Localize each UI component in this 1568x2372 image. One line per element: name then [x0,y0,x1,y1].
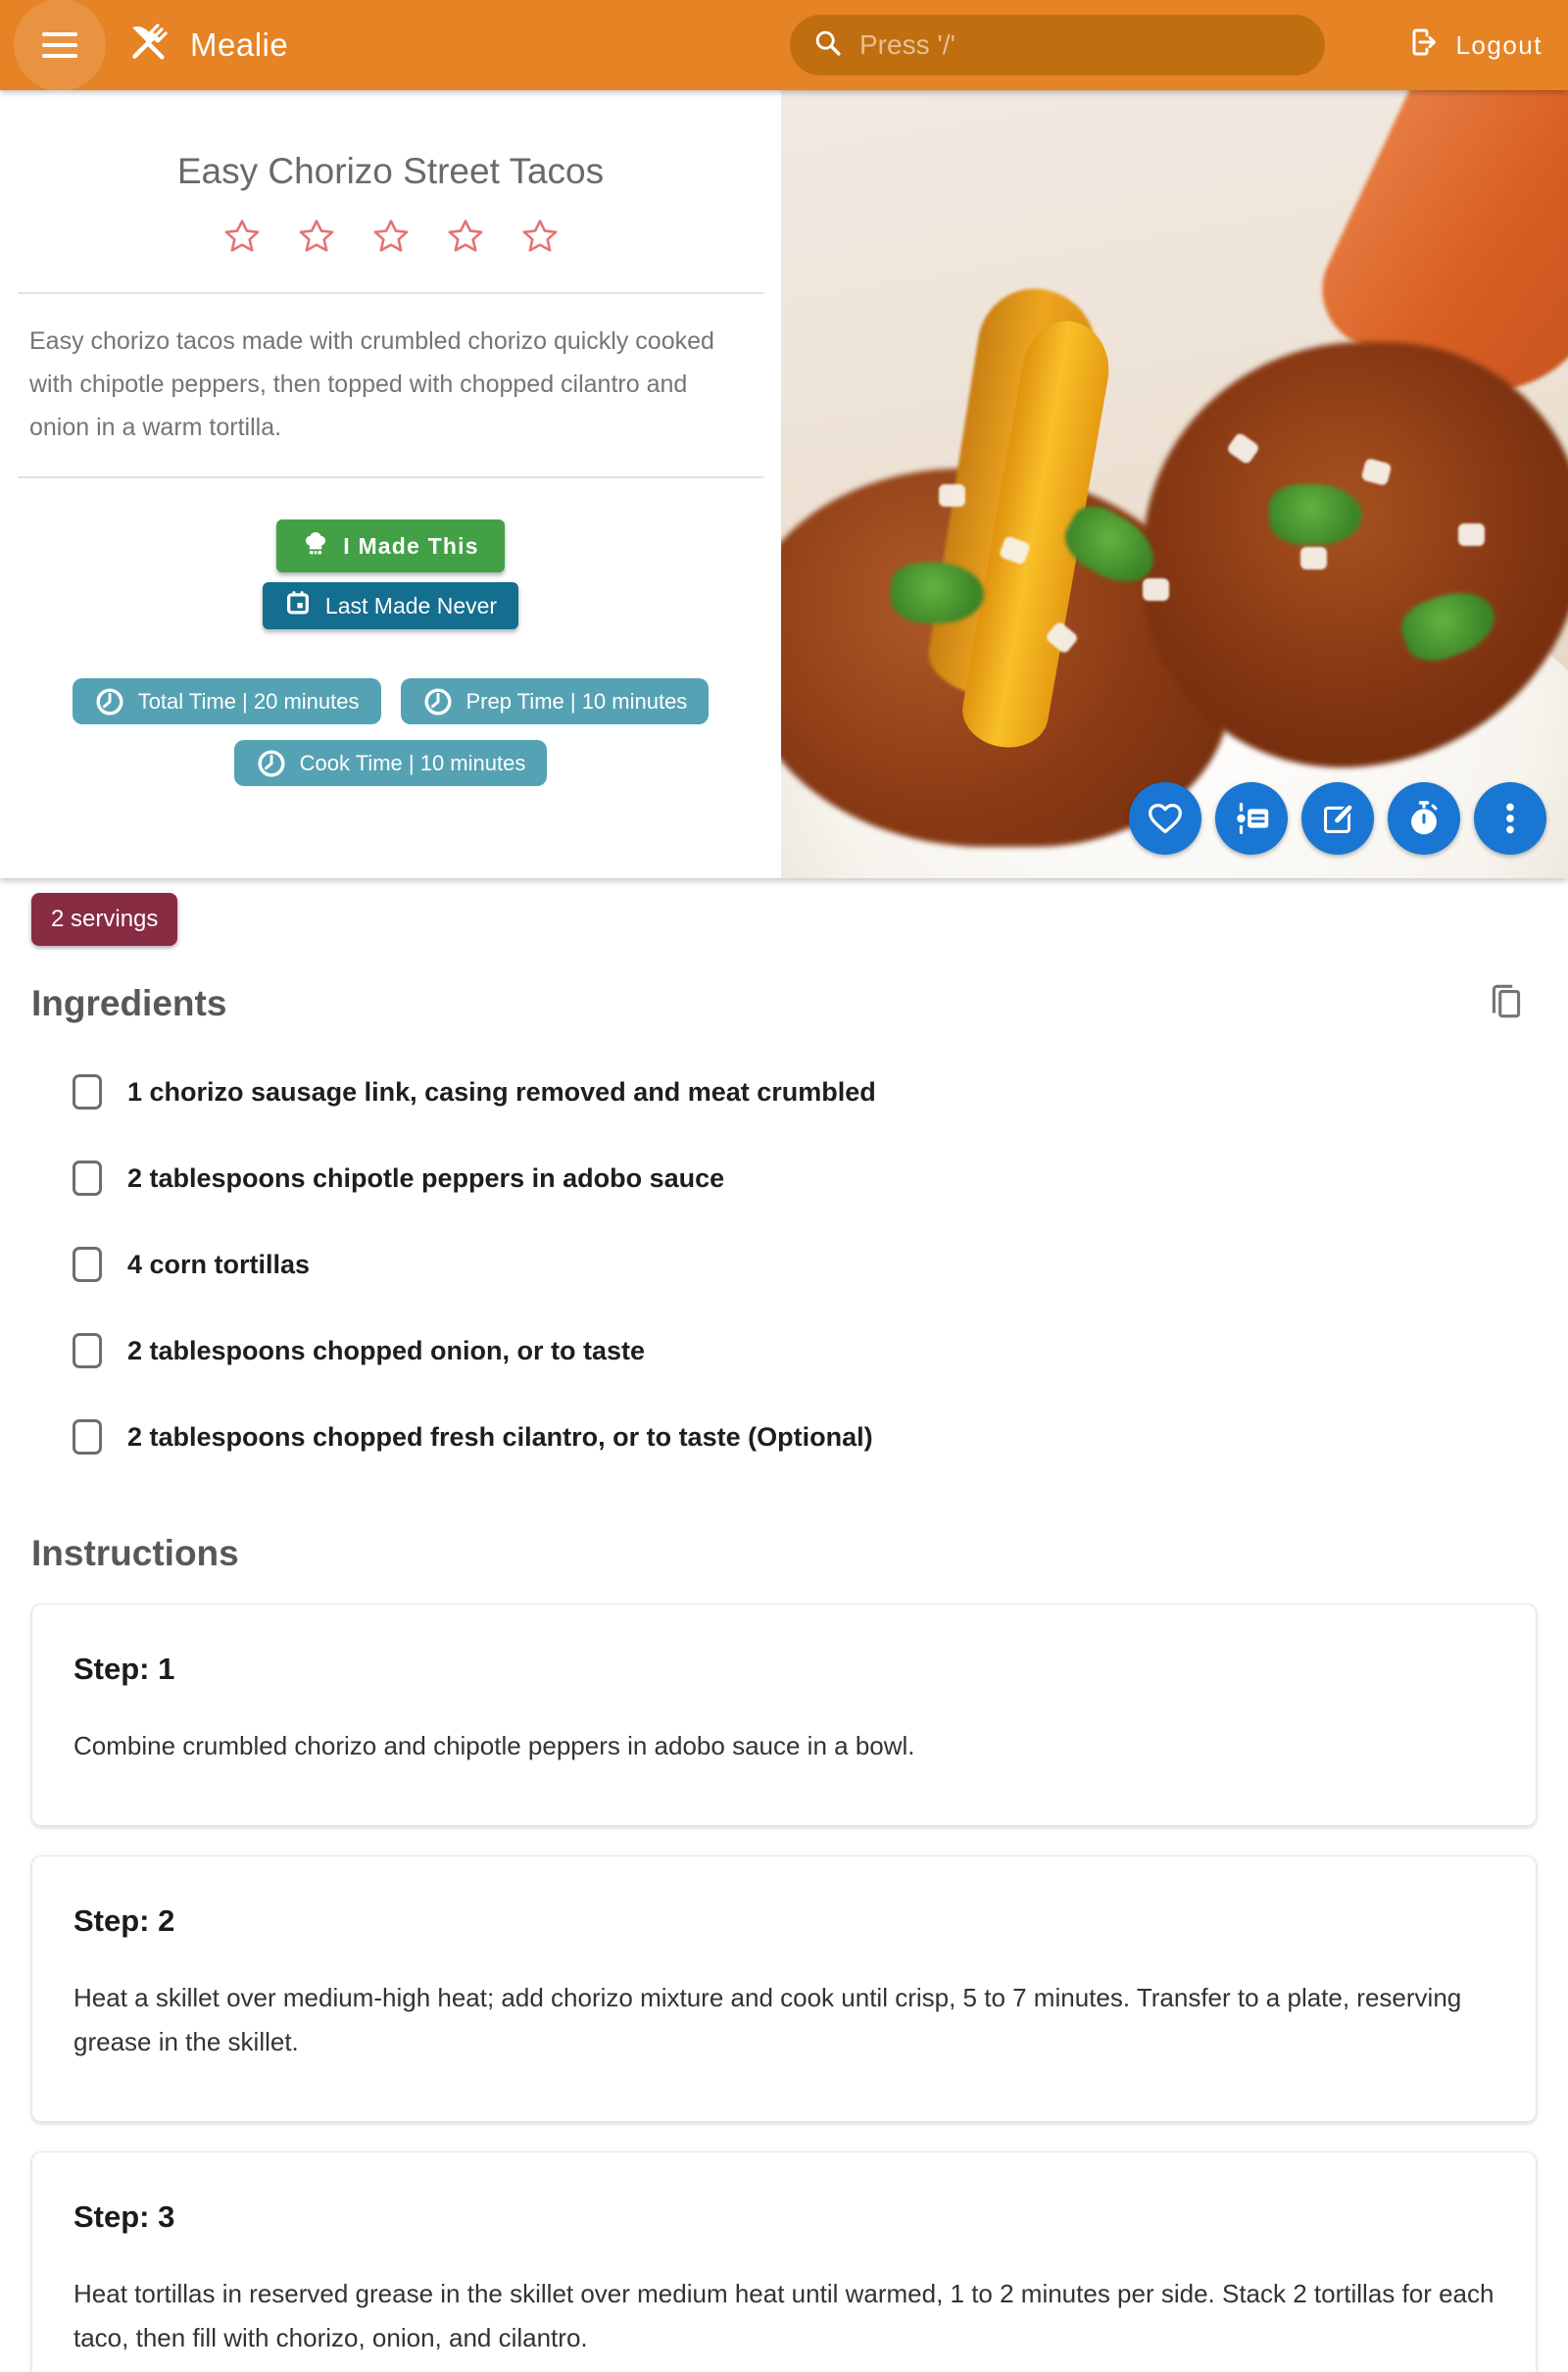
edit-icon [1315,796,1360,841]
dots-vertical-icon [1488,796,1533,841]
ingredient-checkbox[interactable] [73,1333,102,1368]
copy-icon [1484,979,1529,1024]
ingredient-row[interactable]: 4 corn tortillas [73,1221,1537,1308]
star-icon[interactable] [296,216,337,257]
step-card[interactable] [31,1604,1537,1826]
recipe-photo [781,90,1568,878]
recipe-action-buttons [1129,782,1546,855]
favorite-button[interactable] [1129,782,1201,855]
heart-icon [1143,796,1188,841]
recipe-description: Easy chorizo tacos made with crumbled chorizo quickly cooked with chipotle peppers, then topped with chopped cilantro and onion in a warm tortilla. [29,327,714,441]
star-icon[interactable] [519,216,561,257]
page-title: Easy Chorizo Street Tacos [176,151,605,191]
instructions-heading: Instructions [31,1533,239,1573]
recipe-summary-panel [0,90,781,878]
ingredient-row[interactable]: 2 tablespoons chipotle peppers in adobo sauce [73,1135,1537,1221]
ingredient-row[interactable]: 2 tablespoons chopped fresh cilantro, or to taste (Optional) [73,1394,1537,1480]
star-icon[interactable] [445,216,486,257]
logout-button[interactable] [1406,0,1543,90]
timeline-icon [1229,796,1274,841]
divider [18,292,763,294]
ingredient-checkbox[interactable] [73,1074,102,1110]
menu-button[interactable] [14,0,106,91]
cook-time-chip: Cook Time | 10 minutes [234,740,548,786]
timeline-button[interactable] [1215,782,1288,855]
star-icon[interactable] [221,216,263,257]
search-placeholder: Press '/' [859,29,956,60]
recipe-card [0,90,1568,878]
recipe-body [0,878,1568,2372]
copy-ingredients-button[interactable] [1484,979,1529,1027]
ingredient-row[interactable]: 2 tablespoons chopped onion, or to taste [73,1308,1537,1394]
clock-icon [94,686,125,717]
timer-button[interactable] [1388,782,1460,855]
prep-time-chip: Prep Time | 10 minutes [401,678,710,724]
clock-icon [422,686,454,717]
logout-label: Logout [1455,29,1543,60]
ingredient-list [31,1049,1537,1480]
last-made-button[interactable] [263,582,518,629]
rating-stars [0,216,781,257]
app-title: Mealie [190,26,289,63]
search-icon [811,26,845,65]
step-title: Step: 3 [74,2199,175,2234]
chef-hat-icon [302,529,329,563]
step-text: Heat a skillet over medium-high heat; add chorizo mixture and cook until crisp, 5 to 7 minutes. Transfer to a plate, reserving grease in the skillet. [74,1983,1462,2056]
hamburger-icon [42,32,77,36]
stopwatch-icon [1401,796,1446,841]
calendar-icon [284,589,312,622]
ingredient-checkbox[interactable] [73,1161,102,1196]
clock-icon [256,748,287,779]
photo-chorizo [1143,342,1568,767]
step-text: Combine crumbled chorizo and chipotle peppers in adobo sauce in a bowl. [74,1731,915,1760]
step-text: Heat tortillas in reserved grease in the skillet over medium heat until warmed, 1 to 2 minutes per side. Stack 2 tortillas for each taco, then fill with chorizo, onion, and cilantro. [74,2279,1494,2352]
more-menu-button[interactable] [1474,782,1546,855]
divider [18,476,763,478]
edit-button[interactable] [1301,782,1374,855]
ingredient-row[interactable]: 1 chorizo sausage link, casing removed and meat crumbled [73,1049,1537,1135]
servings-chip[interactable]: 2 servings [31,893,177,946]
ingredient-checkbox[interactable] [73,1419,102,1455]
total-time-chip: Total Time | 20 minutes [73,678,381,724]
ingredient-checkbox[interactable] [73,1247,102,1282]
step-card[interactable] [31,2151,1537,2372]
i-made-this-button[interactable] [276,519,504,572]
last-made-label: Last Made Never [324,592,498,618]
step-card[interactable] [31,1855,1537,2122]
i-made-this-label: I Made This [343,532,479,559]
search-input[interactable] [790,15,1325,75]
step-title: Step: 2 [74,1903,175,1938]
app-header [0,0,1568,90]
mealie-logo-icon [122,17,174,74]
star-icon[interactable] [370,216,412,257]
time-chips [0,678,781,786]
step-title: Step: 1 [74,1652,175,1686]
logout-icon [1406,25,1442,67]
ingredients-heading: Ingredients [31,982,227,1023]
